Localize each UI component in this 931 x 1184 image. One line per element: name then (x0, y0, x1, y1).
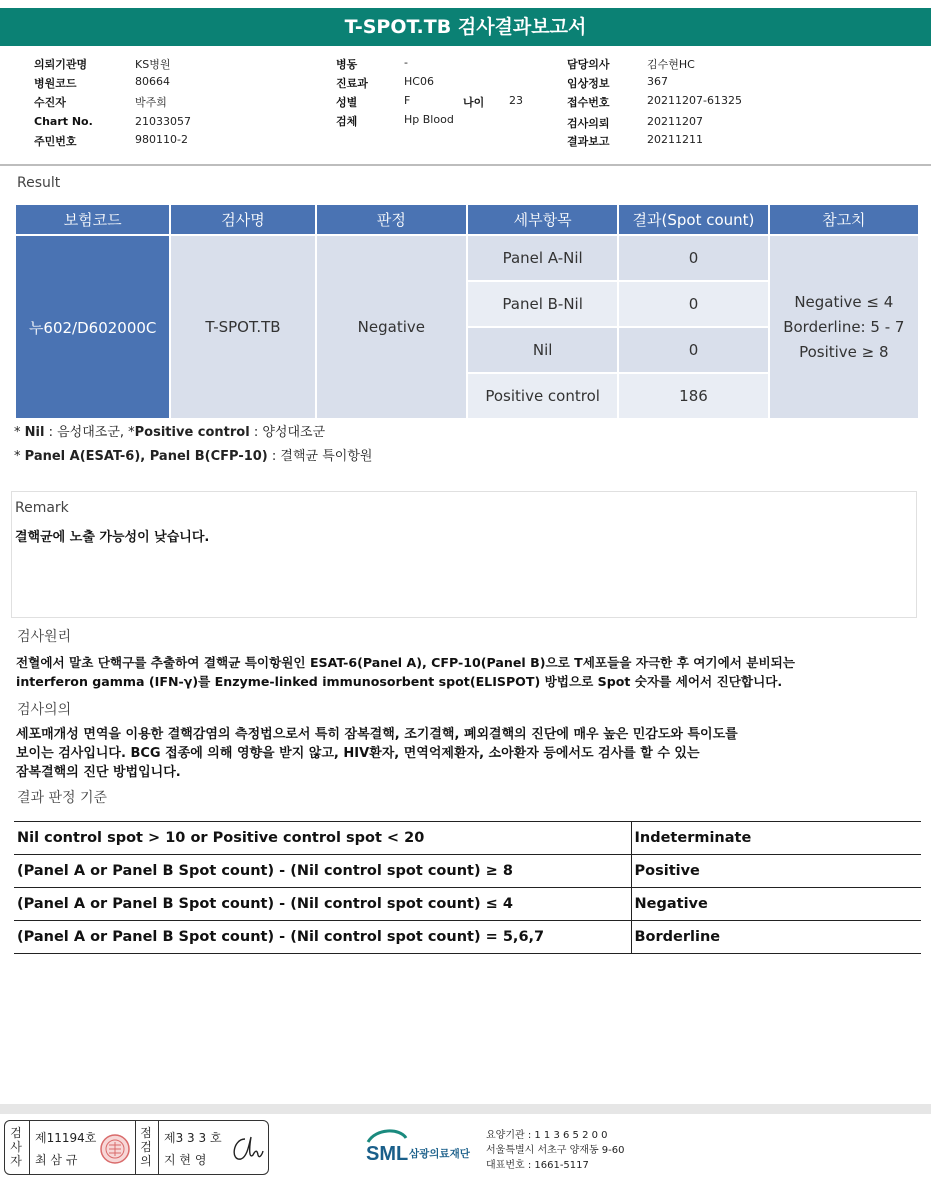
detail-item-cell: Panel B-Nil (468, 282, 617, 326)
remark-text: 결핵균에 노출 가능성이 낮습니다. (15, 530, 210, 545)
header-spot-count: 결과(Spot count) (619, 205, 767, 234)
remark-title: Remark (15, 500, 69, 516)
note-text: * (14, 449, 25, 464)
resident-no-value: 980110-2 (135, 133, 188, 146)
note-term: Nil (24, 425, 45, 440)
criteria-condition: Nil control spot > 10 or Positive control spot < 20 (14, 822, 631, 855)
inspector-license: 제11194호 (35, 1131, 97, 1145)
note-antigens (14, 445, 372, 464)
report-title: T-SPOT.TB 검사결과보고서 (0, 8, 931, 46)
chart-no-label: Chart No. (34, 115, 93, 128)
note-controls (14, 421, 325, 440)
institution-address (486, 1128, 625, 1173)
spot-count-cell: 0 (619, 328, 767, 372)
significance-title: 검사의의 (17, 702, 72, 718)
specimen-value: Hp Blood (404, 113, 454, 126)
clinical-info-value: 367 (647, 75, 668, 88)
address-line: 대표번호 : 1661-5117 (486, 1160, 589, 1171)
signature-icon (227, 1131, 265, 1167)
criteria-row (14, 888, 921, 921)
doctor-label: 담당의사 (567, 58, 610, 71)
judgement-cell: Negative (317, 236, 466, 418)
reference-cell (770, 236, 918, 418)
logo-sub: 삼광의료재단 (409, 1148, 470, 1160)
patient-info-section (0, 56, 931, 156)
footer-divider (0, 1104, 931, 1114)
stamp-divider (29, 1121, 30, 1174)
reviewer-label: 점검의 (140, 1126, 152, 1168)
remark-box (11, 491, 917, 618)
note-text: : 음성대조군, * (44, 425, 135, 440)
patient-label: 수진자 (34, 96, 66, 109)
sex-value: F (404, 94, 411, 107)
detail-item-cell: Nil (468, 328, 617, 372)
age-value: 23 (509, 94, 523, 107)
criteria-result: Borderline (631, 921, 921, 954)
reference-borderline: Borderline: 5 - 7 (783, 317, 905, 336)
significance-line-2: 보이는 검사입니다. BCG 접종에 의해 영향을 받지 않고, HIV환자, 면역억제환자, 소아환자 등에서도 검사를 할 수 있는 (16, 746, 700, 761)
criteria-row (14, 921, 921, 954)
address-line: 요양기관 : 1 1 3 6 5 2 0 0 (486, 1130, 608, 1141)
logo-text: SML (366, 1143, 409, 1165)
inspector-label: 검사자 (10, 1126, 22, 1168)
criteria-table (14, 821, 921, 954)
criteria-result: Negative (631, 888, 921, 921)
significance-line-3: 잠복결핵의 진단 방법입니다. (16, 765, 181, 780)
criteria-row (14, 855, 921, 888)
ward-value: - (404, 56, 408, 69)
result-section-title: Result (17, 175, 61, 191)
address-line: 서울특별시 서초구 양재동 9-60 (486, 1145, 625, 1156)
test-name-cell: T-SPOT.TB (171, 236, 314, 418)
resident-no-label: 주민번호 (34, 135, 77, 148)
sml-logo-icon (366, 1128, 484, 1168)
sex-label: 성별 (336, 96, 358, 109)
criteria-row (14, 822, 921, 855)
header-test-name: 검사명 (171, 205, 314, 234)
department-label: 진료과 (336, 77, 368, 90)
result-table (14, 203, 920, 420)
reference-positive: Positive ≥ 8 (799, 342, 889, 361)
criteria-condition: (Panel A or Panel B Spot count) - (Nil control spot count) ≤ 4 (14, 888, 631, 921)
stamp-divider (135, 1121, 136, 1174)
age-label: 나이 (463, 96, 485, 109)
criteria-title: 결과 판정 기준 (17, 790, 108, 806)
clinical-info-label: 임상정보 (567, 77, 610, 90)
hospital-code-value: 80664 (135, 75, 170, 88)
request-date-value: 20211207 (647, 115, 703, 128)
divider (0, 164, 931, 166)
criteria-result: Indeterminate (631, 822, 921, 855)
note-term: Positive control (134, 425, 250, 440)
report-date-label: 결과보고 (567, 135, 610, 148)
reference-negative: Negative ≤ 4 (794, 292, 894, 311)
significance-line-1: 세포매개성 면역을 이용한 결핵감염의 측정법으로서 특히 잠복결핵, 조기결핵, 폐외결핵의 진단에 매우 높은 민감도와 특이도를 (16, 727, 738, 742)
receipt-no-label: 접수번호 (567, 96, 610, 109)
signature-stamp (4, 1120, 269, 1175)
criteria-condition: (Panel A or Panel B Spot count) - (Nil control spot count) ≥ 8 (14, 855, 631, 888)
department-value: HC06 (404, 75, 434, 88)
inspector-name: 최 삼 규 (35, 1153, 78, 1167)
detail-item-cell: Panel A-Nil (468, 236, 617, 280)
note-text: * (14, 425, 25, 440)
header-reference: 참고치 (770, 205, 918, 234)
note-term: Panel A(ESAT-6), Panel B(CFP-10) (24, 449, 268, 464)
reviewer-name: 지 현 영 (164, 1153, 207, 1167)
criteria-condition: (Panel A or Panel B Spot count) - (Nil control spot count) = 5,6,7 (14, 921, 631, 954)
patient-value: 박주희 (135, 96, 167, 109)
header-judgement: 판정 (317, 205, 466, 234)
institution-label: 의뢰기관명 (34, 58, 88, 71)
spot-count-cell: 0 (619, 236, 767, 280)
seal-icon (99, 1133, 131, 1165)
criteria-result: Positive (631, 855, 921, 888)
report-date-value: 20211211 (647, 133, 703, 146)
header-insurance-code: 보험코드 (16, 205, 169, 234)
principle-title: 검사원리 (17, 629, 72, 645)
principle-line-1: 전혈에서 말초 단핵구를 추출하여 결핵균 특이항원인 ESAT-6(Panel A), CFP-10(Panel B)으로 T세포들을 자극한 후 여기에서 분비되는 (16, 655, 795, 670)
doctor-value: 김수현HC (647, 58, 695, 71)
hospital-code-label: 병원코드 (34, 77, 77, 90)
chart-no-value: 21033057 (135, 115, 191, 128)
principle-line-2: interferon gamma (IFN-γ)를 Enzyme-linked immunosorbent spot(ELISPOT) 방법으로 Spot 숫자를 세어서 진단합니다. (16, 674, 783, 689)
specimen-label: 검체 (336, 115, 358, 128)
receipt-no-value: 20211207-61325 (647, 94, 742, 107)
reviewer-license: 제3 3 3 호 (164, 1131, 222, 1145)
institution-value: KS병원 (135, 58, 171, 71)
stamp-divider (158, 1121, 159, 1174)
spot-count-cell: 0 (619, 282, 767, 326)
insurance-code-cell: 누602/D602000C (16, 236, 169, 418)
header-detail-item: 세부항목 (468, 205, 617, 234)
detail-item-cell: Positive control (468, 374, 617, 418)
request-date-label: 검사의뢰 (567, 117, 610, 130)
ward-label: 병동 (336, 58, 358, 71)
sml-logo (366, 1128, 484, 1172)
note-text: : 양성대조군 (249, 425, 326, 440)
note-text: : 결핵균 특이항원 (267, 449, 373, 464)
spot-count-cell: 186 (619, 374, 767, 418)
